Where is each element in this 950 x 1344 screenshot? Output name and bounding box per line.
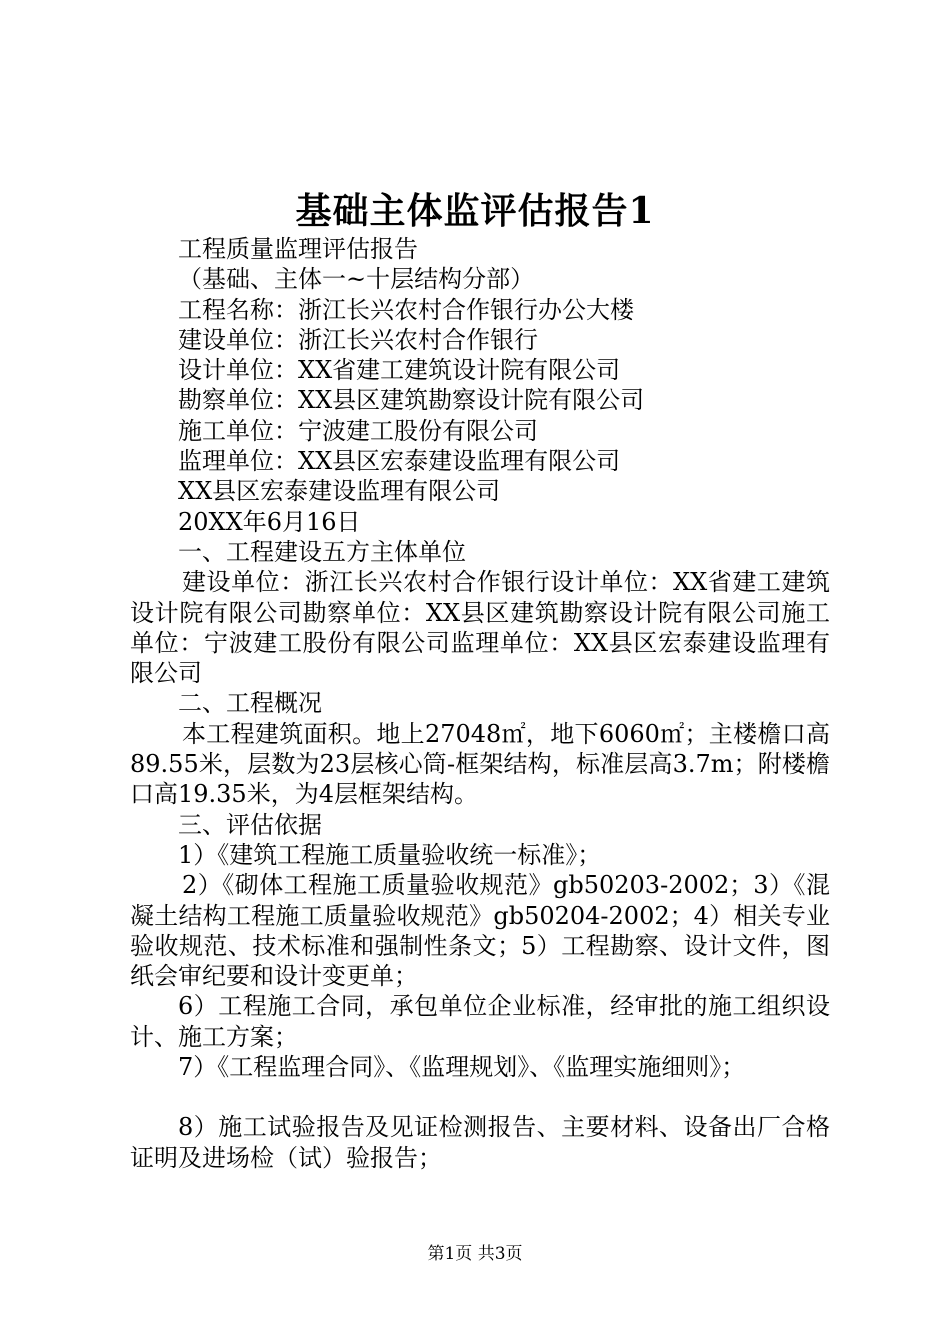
list-item-basis-1: 1）《建筑工程施工质量验收统一标准》； [178,840,602,869]
paragraph-contractor: 施工单位：宁波建工股份有限公司 [178,416,538,445]
page-footer: 第1页 共3页 [427,1244,523,1264]
list-item-basis-7: 7）《工程监理合同》、《监理规划》、《监理实施细则》； [178,1053,746,1082]
paragraph-report-heading: 工程质量监理评估报告 [178,235,418,263]
paragraph-project-name: 工程名称：浙江长兴农村合作银行办公大楼 [178,295,634,324]
paragraph-designer: 设计单位：XX省建工建筑设计院有限公司 [178,356,621,385]
paragraph-owner: 建设单位：浙江长兴农村合作银行 [178,325,538,354]
list-item-basis-6: 6）工程施工合同，承包单位企业标准，经审批的施工组织设计、施工方案； [130,992,830,1051]
paragraph-supervisor: 监理单位：XX县区宏泰建设监理有限公司 [178,447,621,476]
paragraph-parties: 建设单位：浙江长兴农村合作银行设计单位：XX省建工建筑设计院有限公司勘察单位：XX县区建筑勘察设计院有限公司施工单位：宁波建工股份有限公司监理单位：XX县区宏泰建设监理有限公司 [130,568,830,688]
document-body [130,234,830,1173]
paragraph-overview: 本工程建筑面积。地上27048㎡，地下6060㎡；主楼檐口高89.55米，层数为23层核心筒-框架结构，标准层高3.7m；附楼檐口高19.35米，为4层框架结构。 [130,719,830,809]
section-heading-parties: 一、工程建设五方主体单位 [178,537,466,566]
paragraph-issuer: XX县区宏泰建设监理有限公司 [178,477,501,506]
paragraph-surveyor: 勘察单位：XX县区建筑勘察设计院有限公司 [178,386,645,415]
list-item-basis-8: 8）施工试验报告及见证检测报告、主要材料、设备出厂合格证明及进场检（试）验报告； [130,1113,830,1172]
document-title: 基础主体监评估报告1 [295,190,655,232]
section-heading-overview: 二、工程概况 [178,689,322,718]
paragraph-scope: （基础、主体一~十层结构分部） [178,265,535,294]
section-heading-basis: 三、评估依据 [178,810,322,839]
list-item-basis-2-5: 2）《砌体工程施工质量验收规范》gb50203-2002；3）《混凝土结构工程施工质量验收规范》gb50204-2002；4）相关专业验收规范、技术标准和强制性条文；5）工程勘察、设计文件，图纸会审纪要和设计变更单； [130,871,830,991]
paragraph-date: 20XX年6月16日 [178,507,361,536]
